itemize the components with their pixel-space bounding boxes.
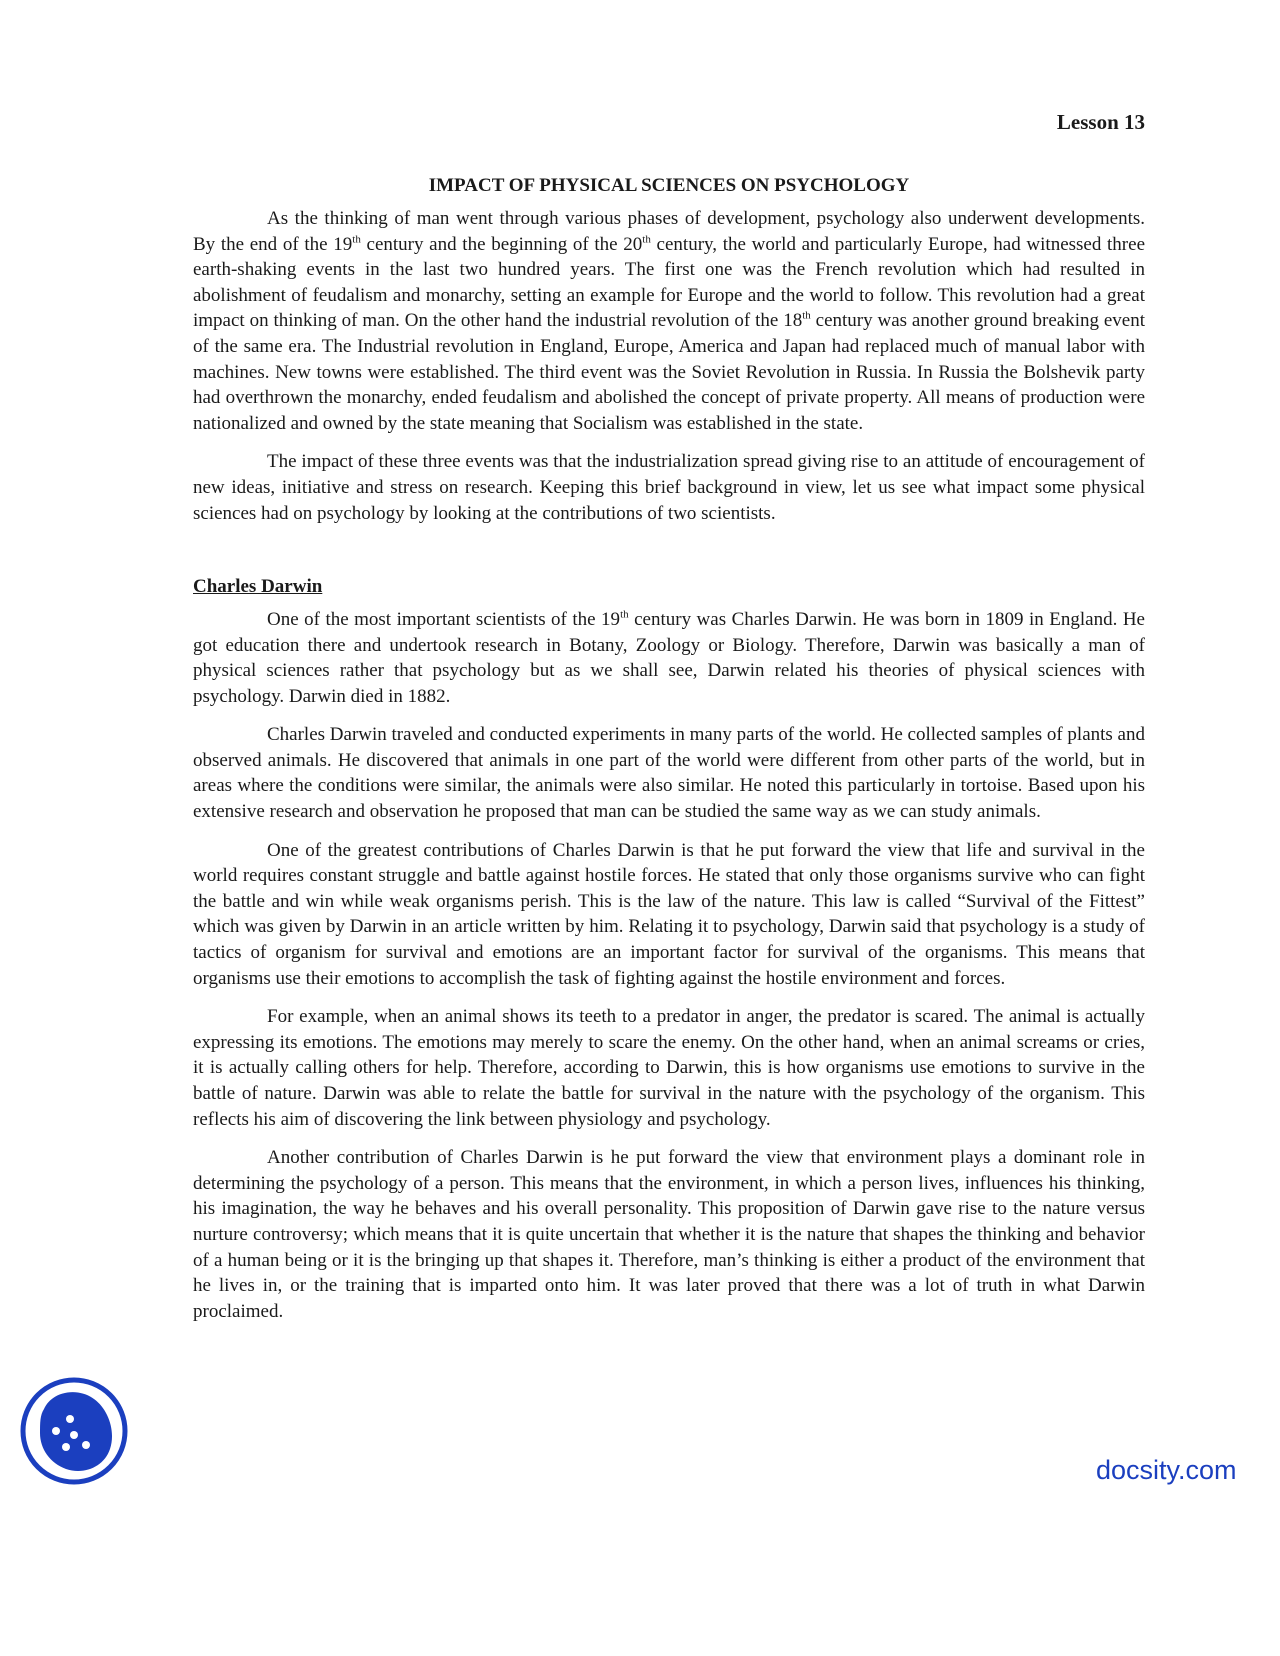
darwin-p1-text-b: century was Charles Darwin. He was born in 1809 in England. He got education there and undertook research in Botany, Zoology or Biology. Therefore, Darwin was basically a man of physical sciences rather that psychology but as we shall see, Darwin related his theories of physical sciences with psychology. Darwin died in 1882. [193,608,1145,707]
page-title: IMPACT OF PHYSICAL SCIENCES ON PSYCHOLOGY [428,175,910,197]
docsity-logo-icon [18,1375,130,1487]
superscript-th: th [620,608,629,621]
logo-dot [52,1427,60,1435]
superscript-th: th [642,233,651,246]
intro-paragraph-2: The impact of these three events was that the industrialization spread giving rise to an attitude of encouragement of new ideas, initiative and stress on research. Keeping this brief background in view, let us see what impact some physical sciences had on psychology by looking at the contributions of two scientists. [193,451,1145,524]
lesson-number: Lesson 13 [1056,110,1145,134]
superscript-th: th [352,233,361,246]
darwin-paragraph-2: Charles Darwin traveled and conducted experiments in many parts of the world. He collected samples of plants and observed animals. He discovered that animals in one part of the world were different from other parts of the world, but in areas where the conditions were similar, the animals were also similar. He noted this particularly in tortoise. Based upon his extensive research and observation he proposed that man can be studied the same way as we can study animals. [193,724,1145,823]
logo-dot [82,1441,90,1449]
document-page [193,110,1145,1337]
intro-p1-text-c: century, the world and particularly Europe, had witnessed three earth-shaking events in the last two hundred years. The first one was the French revolution which had resulted in abolishment of feudalism and monarchy, setting an example for Europe and the world to follow. This revolution had a great impact on thinking of man. On the other hand the industrial revolution of the 18 [193,233,1146,332]
logo-dot [70,1431,78,1439]
darwin-paragraph-4: For example, when an animal shows its teeth to a predator in anger, the predator is scared. The animal is actually expressing its emotions. The emotions may merely to scare the enemy. On the other hand, when an animal screams or cries, it is actually calling others for help. Therefore, according to Darwin, this is how organisms use emotions to survive in the battle of nature. Darwin was able to relate the battle for survival in the nature with the psychology of the organism. This reflects his aim of discovering the link between physiology and psychology. [193,1006,1145,1130]
darwin-p1-text-a: One of the most important scientists of the 19 [267,608,621,630]
darwin-paragraph-1 [193,607,1145,709]
darwin-paragraph-3: One of the greatest contributions of Charles Darwin is that he put forward the view that life and survival in the world requires constant struggle and battle against hostile forces. He stated that only those organisms survive who can fight the battle and win while weak organisms perish. This is the law of the nature. This law is called “Survival of the Fittest” which was given by Darwin in an article written by him. Relating it to psychology, Darwin said that psychology is a study of tactics of organism for survival and emotions are an important factor for survival of the organisms. This means that organisms use their emotions to accomplish the task of fighting against the hostile environment and forces. [193,839,1145,989]
superscript-th: th [802,310,811,323]
section-heading-charles-darwin: Charles Darwin [193,576,323,598]
docsity-watermark[interactable]: docsity.com [1096,1455,1237,1485]
logo-dot [62,1443,70,1451]
intro-p1-text-b: century and the beginning of the 20 [360,233,643,255]
darwin-paragraph-5: Another contribution of Charles Darwin is he put forward the view that environment plays a dominant role in determining the psychology of a person. This means that the environment, in which a person lives, influences his thinking, his imagination, the way he behaves and his overall personality. This proposition of Darwin gave rise to the nature versus nurture controversy; which means that it is quite uncertain that whether it is the nature that shapes the thinking and behavior of a human being or it is the bringing up that shapes it. Therefore, man’s thinking is either a product of the environment that he lives in, or the training that is imparted onto him. It was later proved that there was a lot of truth in what Darwin proclaimed. [193,1147,1145,1322]
intro-p1-text-a: As the thinking of man went through various phases of development, psychology also underwent developments. By the end of the 19 [193,207,1145,255]
intro-paragraph-1 [193,206,1145,436]
intro-p1-text-d: century was another ground breaking event of the same era. The Industrial revolution in England, Europe, America and Japan had replaced much of manual labor with machines. New towns were established. The third event was the Soviet Revolution in Russia. In Russia the Bolshevik party had overthrown the monarchy, ended feudalism and abolished the concept of private property. All means of production were nationalized and owned by the state meaning that Socialism was established in the state. [193,310,1145,434]
logo-dot [66,1415,74,1423]
